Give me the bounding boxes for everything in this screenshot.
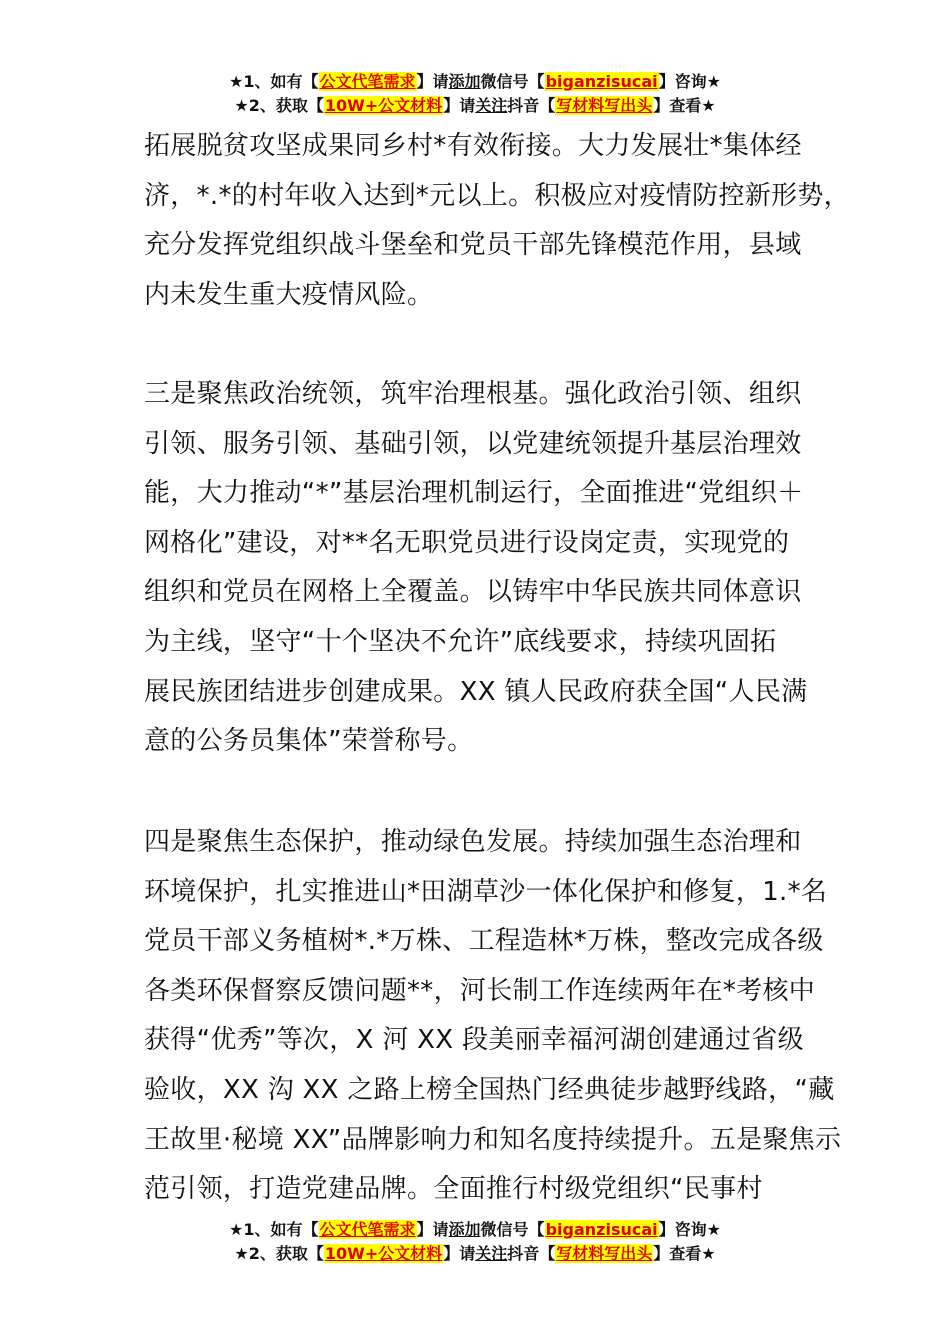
footer-banner (0, 1218, 950, 1266)
body-paragraph-1 (144, 122, 850, 320)
text-line: 各类环保督察反馈问题**，河长制工作连续两年在*考核中 (144, 975, 816, 1006)
text-line: 组织和党员在网格上全覆盖。以铸牢中华民族共同体意识 (144, 577, 802, 608)
header-banner-line-2 (0, 94, 950, 118)
banner-text: 微信号【 (480, 1220, 545, 1239)
highlight-douyin-account: 写材料写出头 (556, 1244, 653, 1263)
text-line: 引领、服务引领、基础引领，以党建统领提升基层治理效 (144, 428, 802, 459)
text-line: 拓展脱贫攻坚成果同乡村*有效衔接。大力发展壮*集体经 (144, 131, 802, 161)
text-line: 充分发挥党组织战斗堡垒和党员干部先锋模范作用，县域 (144, 230, 802, 261)
banner-text: 抖音【 (507, 1244, 556, 1263)
footer-banner-line-1 (0, 1218, 950, 1242)
banner-text: 】咨询★ (658, 1220, 721, 1239)
footer-banner-line-2 (0, 1242, 950, 1266)
highlight-wechat-id: biganzisucai (545, 1220, 658, 1239)
highlight-wechat-id: biganzisucai (545, 72, 658, 91)
banner-text: ★1、如有【 (229, 1220, 319, 1239)
banner-text: 】请 (443, 96, 476, 115)
highlight-douyin-account: 写材料写出头 (556, 96, 653, 115)
header-banner-line-1 (0, 70, 950, 94)
highlight-materials: 10W+公文材料 (324, 1244, 443, 1263)
banner-emphasis: 添加 (448, 1220, 481, 1239)
highlight-service: 公文代笔需求 (319, 72, 416, 91)
banner-emphasis: 添加 (448, 72, 481, 91)
text-line: 范引领，打造党建品牌。全面推行村级党组织“民事村 (144, 1174, 763, 1205)
text-line: 验收，XX 沟 XX 之路上榜全国热门经典徒步越野线路，“藏 (144, 1074, 835, 1105)
banner-emphasis: 关注 (475, 96, 508, 115)
text-line: 内未发生重大疫情风险。 (144, 279, 434, 310)
banner-text: 】请 (443, 1244, 476, 1263)
text-line: 网格化”建设，对**名无职党员进行设岗定责，实现党的 (144, 527, 790, 558)
banner-text: 】查看★ (653, 1244, 716, 1263)
text-line: 意的公务员集体”荣誉称号。 (144, 726, 474, 757)
text-line: 环境保护，扎实推进山*田湖草沙一体化保护和修复，1.*名 (144, 876, 828, 907)
banner-text: 】咨询★ (658, 72, 721, 91)
banner-text: ★1、如有【 (229, 72, 319, 91)
text-line: 济，*.*的村年收入达到*元以上。积极应对疫情防控新形势， (144, 180, 850, 211)
highlight-materials: 10W+公文材料 (324, 96, 443, 115)
banner-text: ★2、获取【 (234, 96, 324, 115)
body-paragraph-3 (144, 818, 842, 1215)
header-banner (0, 70, 950, 118)
text-line: 三是聚焦政治统领，筑牢治理根基。强化政治引领、组织 (144, 379, 802, 409)
body-paragraph-2 (144, 370, 816, 767)
banner-text: 】查看★ (653, 96, 716, 115)
banner-text: ★2、获取【 (234, 1244, 324, 1263)
banner-text: 】请 (416, 72, 449, 91)
text-line: 王故里·秘境 XX”品牌影响力和知名度持续提升。五是聚焦示 (144, 1124, 842, 1155)
banner-text: 微信号【 (480, 72, 545, 91)
text-line: 四是聚焦生态保护，推动绿色发展。持续加强生态治理和 (144, 827, 802, 857)
text-line: 能，大力推动“*”基层治理机制运行，全面推进“党组织＋ (144, 478, 804, 509)
banner-text: 抖音【 (507, 96, 556, 115)
highlight-service: 公文代笔需求 (319, 1220, 416, 1239)
banner-text: 】请 (416, 1220, 449, 1239)
text-line: 展民族团结进步创建成果。XX 镇人民政府获全国“人民满 (144, 676, 808, 707)
text-line: 为主线，坚守“十个坚决不允许”底线要求，持续巩固拓 (144, 626, 777, 657)
banner-emphasis: 关注 (475, 1244, 508, 1263)
text-line: 获得“优秀”等次，X 河 XX 段美丽幸福河湖创建通过省级 (144, 1025, 804, 1056)
text-line: 党员干部义务植树*.*万株、工程造林*万株，整改完成各级 (144, 926, 824, 957)
